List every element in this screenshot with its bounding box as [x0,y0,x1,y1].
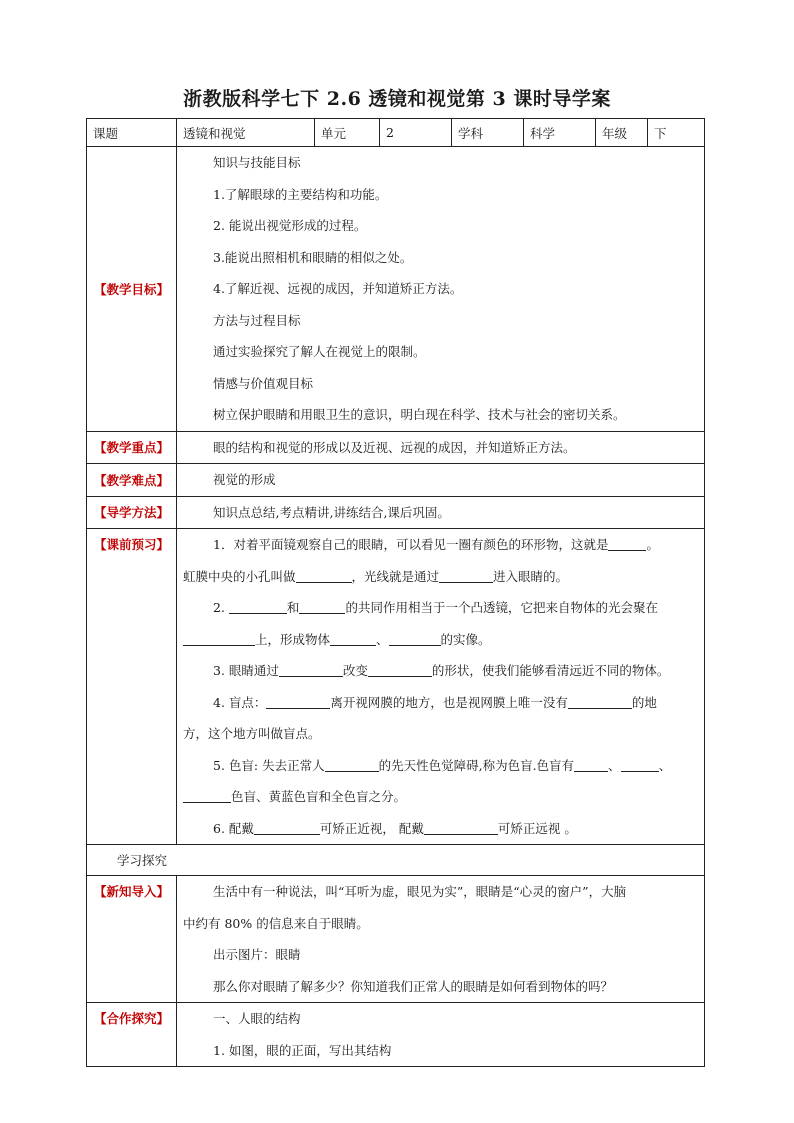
goal-line: 1.了解眼球的主要结构和功能。 [213,186,388,202]
question-5: 5. 色盲: 失去正常人 的先天性色觉障碍,称为色盲.色盲有 、 、 [213,757,672,773]
question-5-cont: 色盲、黄蓝色盲和全色盲之分。 [183,781,698,813]
answer-blank[interactable] [368,662,432,677]
answer-blank[interactable] [183,631,255,646]
answer-blank[interactable] [325,757,379,772]
coop-label: 【合作探究】 [87,1003,177,1067]
study-label: 学习探究 [87,845,705,876]
goal-line: 树立保护眼睛和用眼卫生的意识，明白现在科学、技术与社会的密切关系。 [213,407,626,422]
answer-blank[interactable] [229,599,287,614]
preview-content [177,529,705,845]
goals-label: 【教学目标】 [87,147,177,432]
answer-blank[interactable] [389,631,441,646]
difficulties-text: 视觉的形成 [213,472,276,487]
question-4-cont: 方，这个地方叫做盲点。 [183,726,321,741]
difficulties-row [87,464,705,497]
methods-text: 知识点总结,考点精讲,讲练结合,课后巩固。 [213,504,450,520]
answer-blank[interactable] [621,757,659,772]
lesson-table [86,118,705,1067]
intro-row [87,876,705,1003]
answer-blank[interactable] [330,631,376,646]
goals-row [87,147,705,432]
answer-blank[interactable] [299,599,345,614]
grade-value: 下 [648,119,705,147]
key-points-label: 【教学重点】 [87,431,177,464]
question-2: 2. 和 的共同作用相当于一个凸透镜，它把来自物体的光会聚在 [213,600,658,615]
key-points-row [87,431,705,464]
question-1-cont: 虹膜中央的小孔叫做 ，光线就是通过 进入眼睛的。 [183,568,569,584]
answer-blank[interactable] [424,820,498,835]
preview-row [87,529,705,845]
goal-line: 4.了解近视、远视的成因，并知道矫正方法。 [213,281,463,296]
methods-row [87,496,705,529]
question-3: 3. 眼睛通过 改变 的形状，使我们能够看清远近不同的物体。 [213,663,670,678]
unit-value: 2 [380,119,452,147]
unit-label: 单元 [315,119,380,147]
coop-row [87,1003,705,1067]
goal-line: 2. 能说出视觉形成的过程。 [213,218,367,233]
subject-label: 课题 [87,119,177,147]
study-row [87,845,705,876]
key-points-text: 眼的结构和视觉的形成以及近视、远视的成因，并知道矫正方法。 [213,439,576,455]
answer-blank[interactable] [574,757,608,772]
answer-blank[interactable] [439,568,493,583]
intro-line: 出示图片：眼睛 [213,947,301,962]
question-6: 6. 配戴 可矫正近视， 配戴 可矫正远视 。 [213,820,577,836]
coop-line: 一、人眼的结构 [213,1011,301,1026]
question-2-cont: 上，形成物体 、 的实像。 [183,624,698,656]
intro-content [177,876,705,1003]
grade-label: 年级 [596,119,648,147]
methods-label: 【导学方法】 [87,496,177,529]
preview-label: 【课前预习】 [87,529,177,845]
coop-line: 1. 如图，眼的正面，写出其结构 [213,1042,392,1058]
answer-blank[interactable] [296,568,352,583]
subject-value: 透镜和视觉 [177,119,315,147]
answer-blank[interactable] [254,820,320,835]
intro-line: 中约有 80% 的信息来自于眼睛。 [183,915,369,931]
goal-line: 方法与过程目标 [213,312,301,328]
goal-line: 情感与价值观目标 [213,375,314,391]
answer-blank[interactable] [279,662,343,677]
question-4: 4. 盲点： 离开视网膜的地方，也是视网膜上唯一没有 的地 [213,694,657,710]
answer-blank[interactable] [608,536,646,551]
coop-content [177,1003,705,1067]
answer-blank[interactable] [266,694,330,709]
intro-label: 【新知导入】 [87,876,177,1003]
question-1: 1．对着平面镜观察自己的眼睛，可以看见一圈有颜色的环形物，这就是 。 [213,537,659,552]
intro-line: 那么你对眼睛了解多少？你知道我们正常人的眼睛是如何看到物体的吗？ [213,978,614,994]
difficulties-label: 【教学难点】 [87,464,177,497]
page-title: 浙教版科学七下 2.6 透镜和视觉第 3 课时导学案 [183,88,611,110]
goal-line: 知识与技能目标 [213,155,301,170]
discipline-label: 学科 [452,119,524,147]
goal-line: 3.能说出照相机和眼睛的相似之处。 [213,249,413,265]
goals-content [177,147,705,432]
header-row [87,119,705,147]
answer-blank[interactable] [568,694,632,709]
intro-line: 生活中有一种说法，叫“耳听为虚，眼见为实”，眼睛是“心灵的窗户”，大脑 [213,884,627,899]
answer-blank[interactable] [183,788,231,803]
goal-line: 通过实验探究了解人在视觉上的限制。 [213,344,426,359]
discipline-value: 科学 [524,119,596,147]
